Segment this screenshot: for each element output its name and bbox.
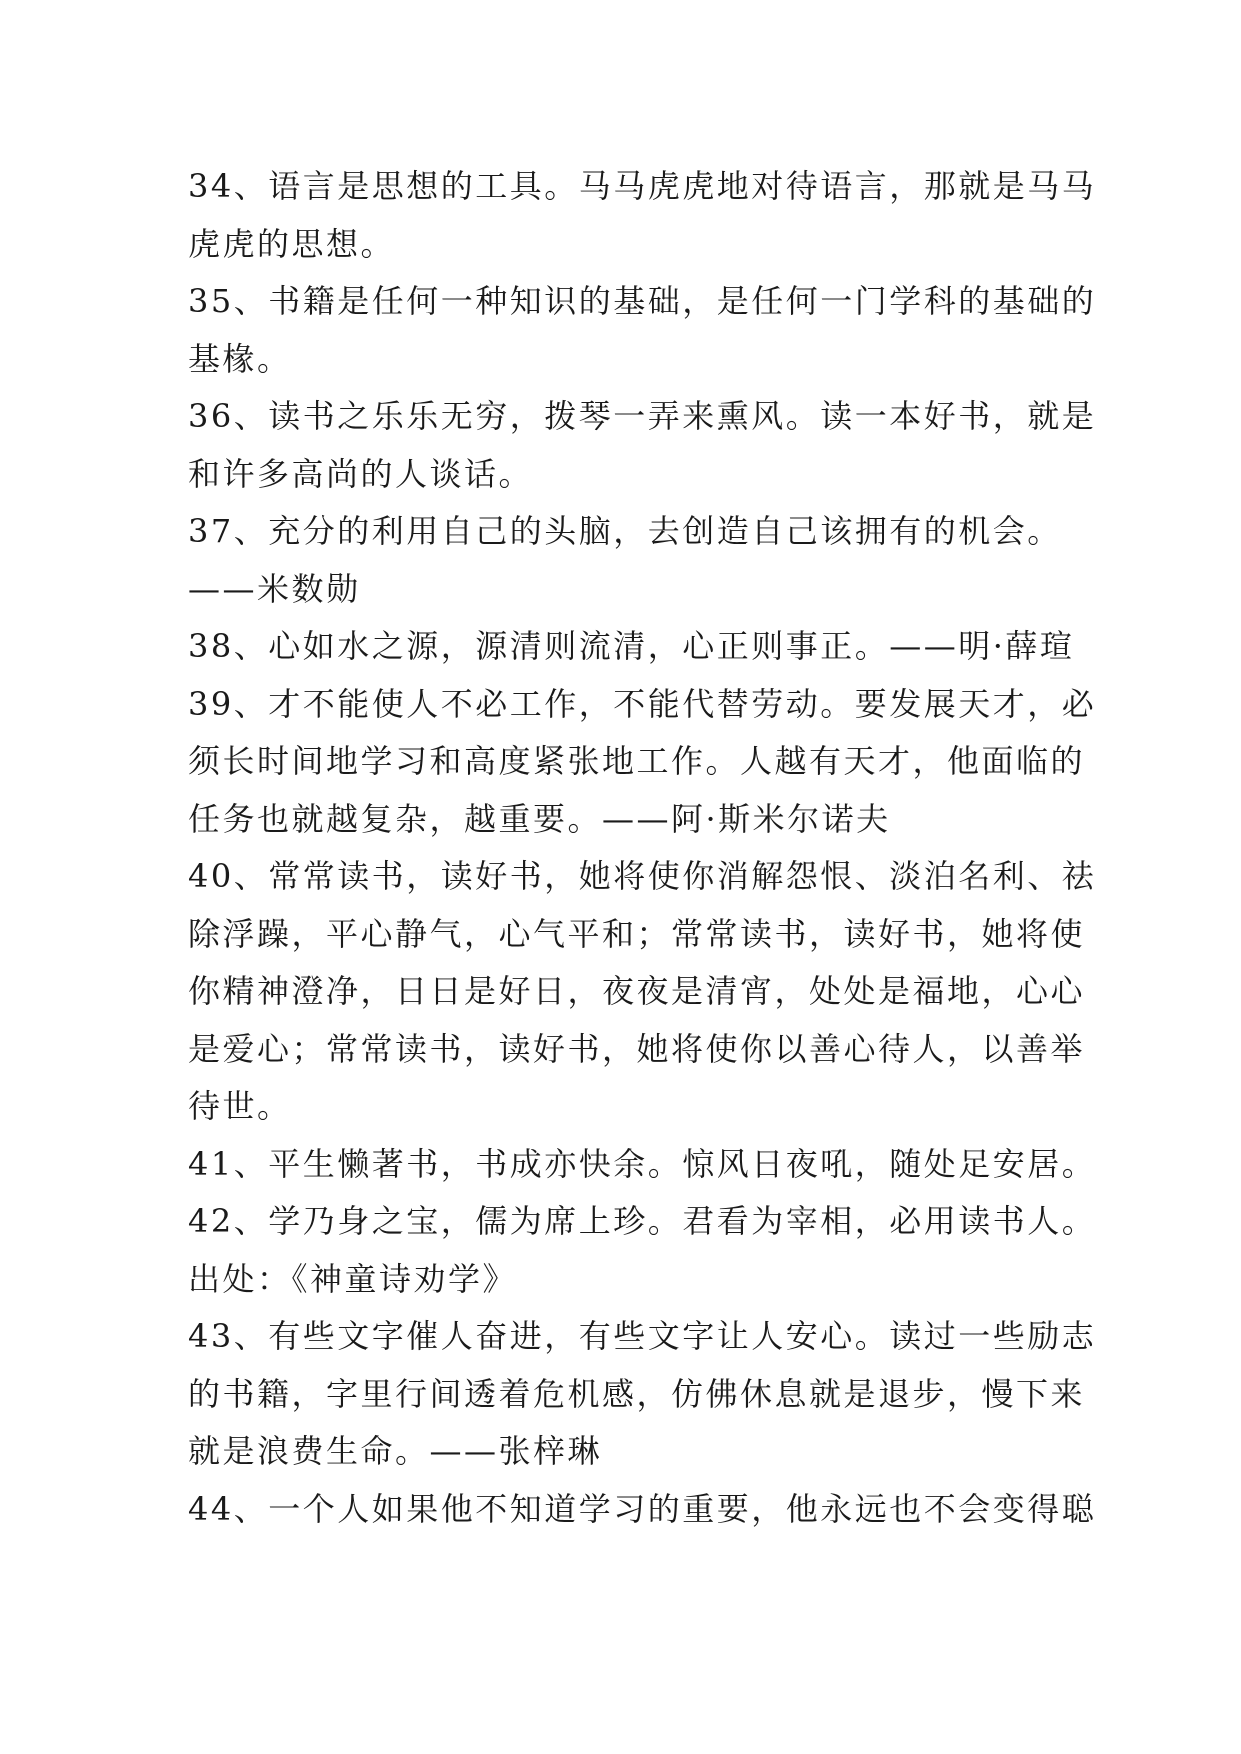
text-line: 35、书籍是任何一种知识的基础，是任何一门学科的基础的: [188, 282, 1097, 320]
text-line: 42、学乃身之宝，儒为席上珍。君看为宰相，必用读书人。: [188, 1202, 1097, 1240]
text-line: 就是浪费生命。——张梓琳: [188, 1432, 603, 1470]
text-line: 38、心如水之源，源清则流清，心正则事正。——明·薛瑄: [188, 627, 1075, 665]
text-line: 40、常常读书，读好书，她将使你消解怨恨、淡泊名利、祛: [188, 857, 1097, 895]
text-line: 待世。: [188, 1087, 292, 1125]
text-line: 36、读书之乐乐无穷，拨琴一弄来熏风。读一本好书，就是: [188, 397, 1097, 435]
text-line: 虎虎的思想。: [188, 224, 396, 263]
text-line: 是爱心；常常读书，读好书，她将使你以善心待人，以善举: [188, 1029, 1086, 1068]
text-line: 出处：《神童诗劝学》: [188, 1259, 518, 1298]
text-line: 任务也就越复杂，越重要。——阿·斯米尔诺夫: [188, 799, 891, 838]
text-line: ——米数勋: [188, 569, 361, 608]
text-line: 41、平生懒著书，书成亦快余。惊风日夜吼，随处足安居。: [188, 1144, 1097, 1183]
text-line: 39、才不能使人不必工作，不能代替劳动。要发展天才，必: [188, 684, 1097, 723]
text-line: 44、一个人如果他不知道学习的重要，他永远也不会变得聪: [188, 1489, 1097, 1528]
text-line: 的书籍，字里行间透着危机感，仿佛休息就是退步，慢下来: [188, 1374, 1086, 1413]
text-line: 除浮躁，平心静气，心气平和；常常读书，读好书，她将使: [188, 914, 1086, 953]
text-line: 37、充分的利用自己的头脑，去创造自己该拥有的机会。: [188, 512, 1062, 550]
text-line: 你精神澄净，日日是好日，夜夜是清宵，处处是福地，心心: [188, 972, 1086, 1010]
text-line: 基椽。: [188, 339, 292, 378]
text-line: 和许多高尚的人谈话。: [188, 454, 534, 493]
text-line: 43、有些文字催人奋进，有些文字让人安心。读过一些励志: [188, 1317, 1097, 1355]
text-line: 34、语言是思想的工具。马马虎虎地对待语言，那就是马马: [188, 167, 1097, 205]
document-body: [188, 158, 1097, 1538]
text-line: 须长时间地学习和高度紧张地工作。人越有天才，他面临的: [188, 742, 1086, 780]
